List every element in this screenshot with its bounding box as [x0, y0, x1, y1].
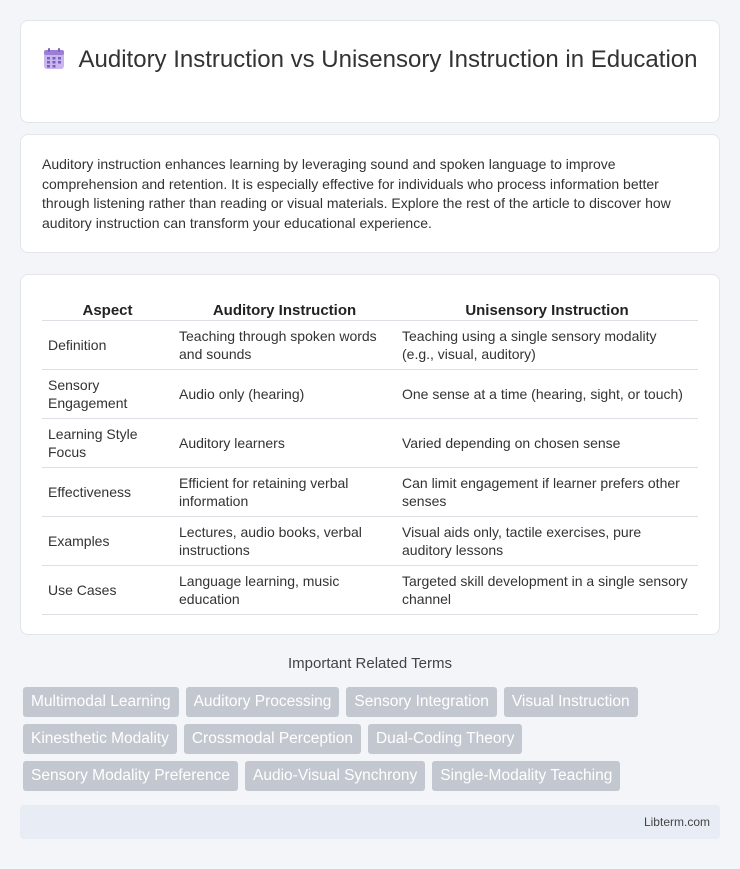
cell-aspect: Definition [42, 320, 173, 369]
cell-auditory: Lectures, audio books, verbal instructions [173, 516, 396, 565]
table-row [42, 320, 698, 369]
tag-single-modality-teaching[interactable]: Single-Modality Teaching [432, 761, 620, 791]
tag-crossmodal-perception[interactable]: Crossmodal Perception [184, 724, 361, 754]
intro-paragraph: Auditory instruction enhances learning by leveraging sound and spoken language to improve comprehension and retention. It is especially effective for individuals who process information better through listening rather than reading or visual materials. Explore the rest of the article to discover how auditory instruction can transform your educational experience. [42, 156, 671, 231]
tag-sensory-integration[interactable]: Sensory Integration [346, 687, 496, 717]
comparison-card [20, 274, 720, 635]
tag-dual-coding-theory[interactable]: Dual-Coding Theory [368, 724, 522, 754]
cell-unisensory: Varied depending on chosen sense [396, 418, 698, 467]
cell-aspect: Use Cases [42, 565, 173, 614]
related-terms-heading: Important Related Terms [288, 655, 452, 672]
tag-kinesthetic-modality[interactable]: Kinesthetic Modality [23, 724, 177, 754]
table-row [42, 467, 698, 516]
tag-multimodal-learning[interactable]: Multimodal Learning [23, 687, 179, 717]
page-title: Auditory Instruction vs Unisensory Instruction in Education [78, 46, 698, 73]
table-row [42, 418, 698, 467]
tag-audio-visual-synchrony[interactable]: Audio-Visual Synchrony [245, 761, 425, 791]
cell-auditory: Efficient for retaining verbal information [173, 467, 396, 516]
cell-auditory: Audio only (hearing) [173, 369, 396, 418]
table-row [42, 516, 698, 565]
cell-unisensory: Targeted skill development in a single sensory channel [396, 565, 698, 614]
cell-unisensory: Can limit engagement if learner prefers other senses [396, 467, 698, 516]
title-card [20, 20, 720, 123]
cell-aspect: Examples [42, 516, 173, 565]
cell-unisensory: Teaching using a single sensory modality (e.g., visual, auditory) [396, 320, 698, 369]
cell-unisensory: Visual aids only, tactile exercises, pure auditory lessons [396, 516, 698, 565]
cell-aspect: Learning Style Focus [42, 418, 173, 467]
table-row [42, 565, 698, 614]
table-header-row [42, 297, 698, 320]
calendar-grid-icon [43, 48, 65, 70]
tag-auditory-processing[interactable]: Auditory Processing [186, 687, 340, 717]
cell-auditory: Auditory learners [173, 418, 396, 467]
footer-site-link[interactable]: Libterm.com [643, 815, 710, 829]
header-unisensory: Unisensory Instruction [396, 297, 698, 320]
cell-aspect: Effectiveness [42, 467, 173, 516]
tag-sensory-modality-preference[interactable]: Sensory Modality Preference [23, 761, 238, 791]
cell-aspect: Sensory Engagement [42, 369, 173, 418]
header-auditory: Auditory Instruction [173, 297, 396, 320]
comparison-table [42, 297, 698, 615]
related-terms-list [23, 687, 713, 791]
cell-auditory: Teaching through spoken words and sounds [173, 320, 396, 369]
page-title-wrap [21, 45, 719, 74]
header-aspect: Aspect [42, 297, 173, 320]
footer [20, 805, 720, 839]
intro-card [20, 134, 720, 253]
cell-auditory: Language learning, music education [173, 565, 396, 614]
cell-unisensory: One sense at a time (hearing, sight, or touch) [396, 369, 698, 418]
tag-visual-instruction[interactable]: Visual Instruction [504, 687, 638, 717]
table-row [42, 369, 698, 418]
